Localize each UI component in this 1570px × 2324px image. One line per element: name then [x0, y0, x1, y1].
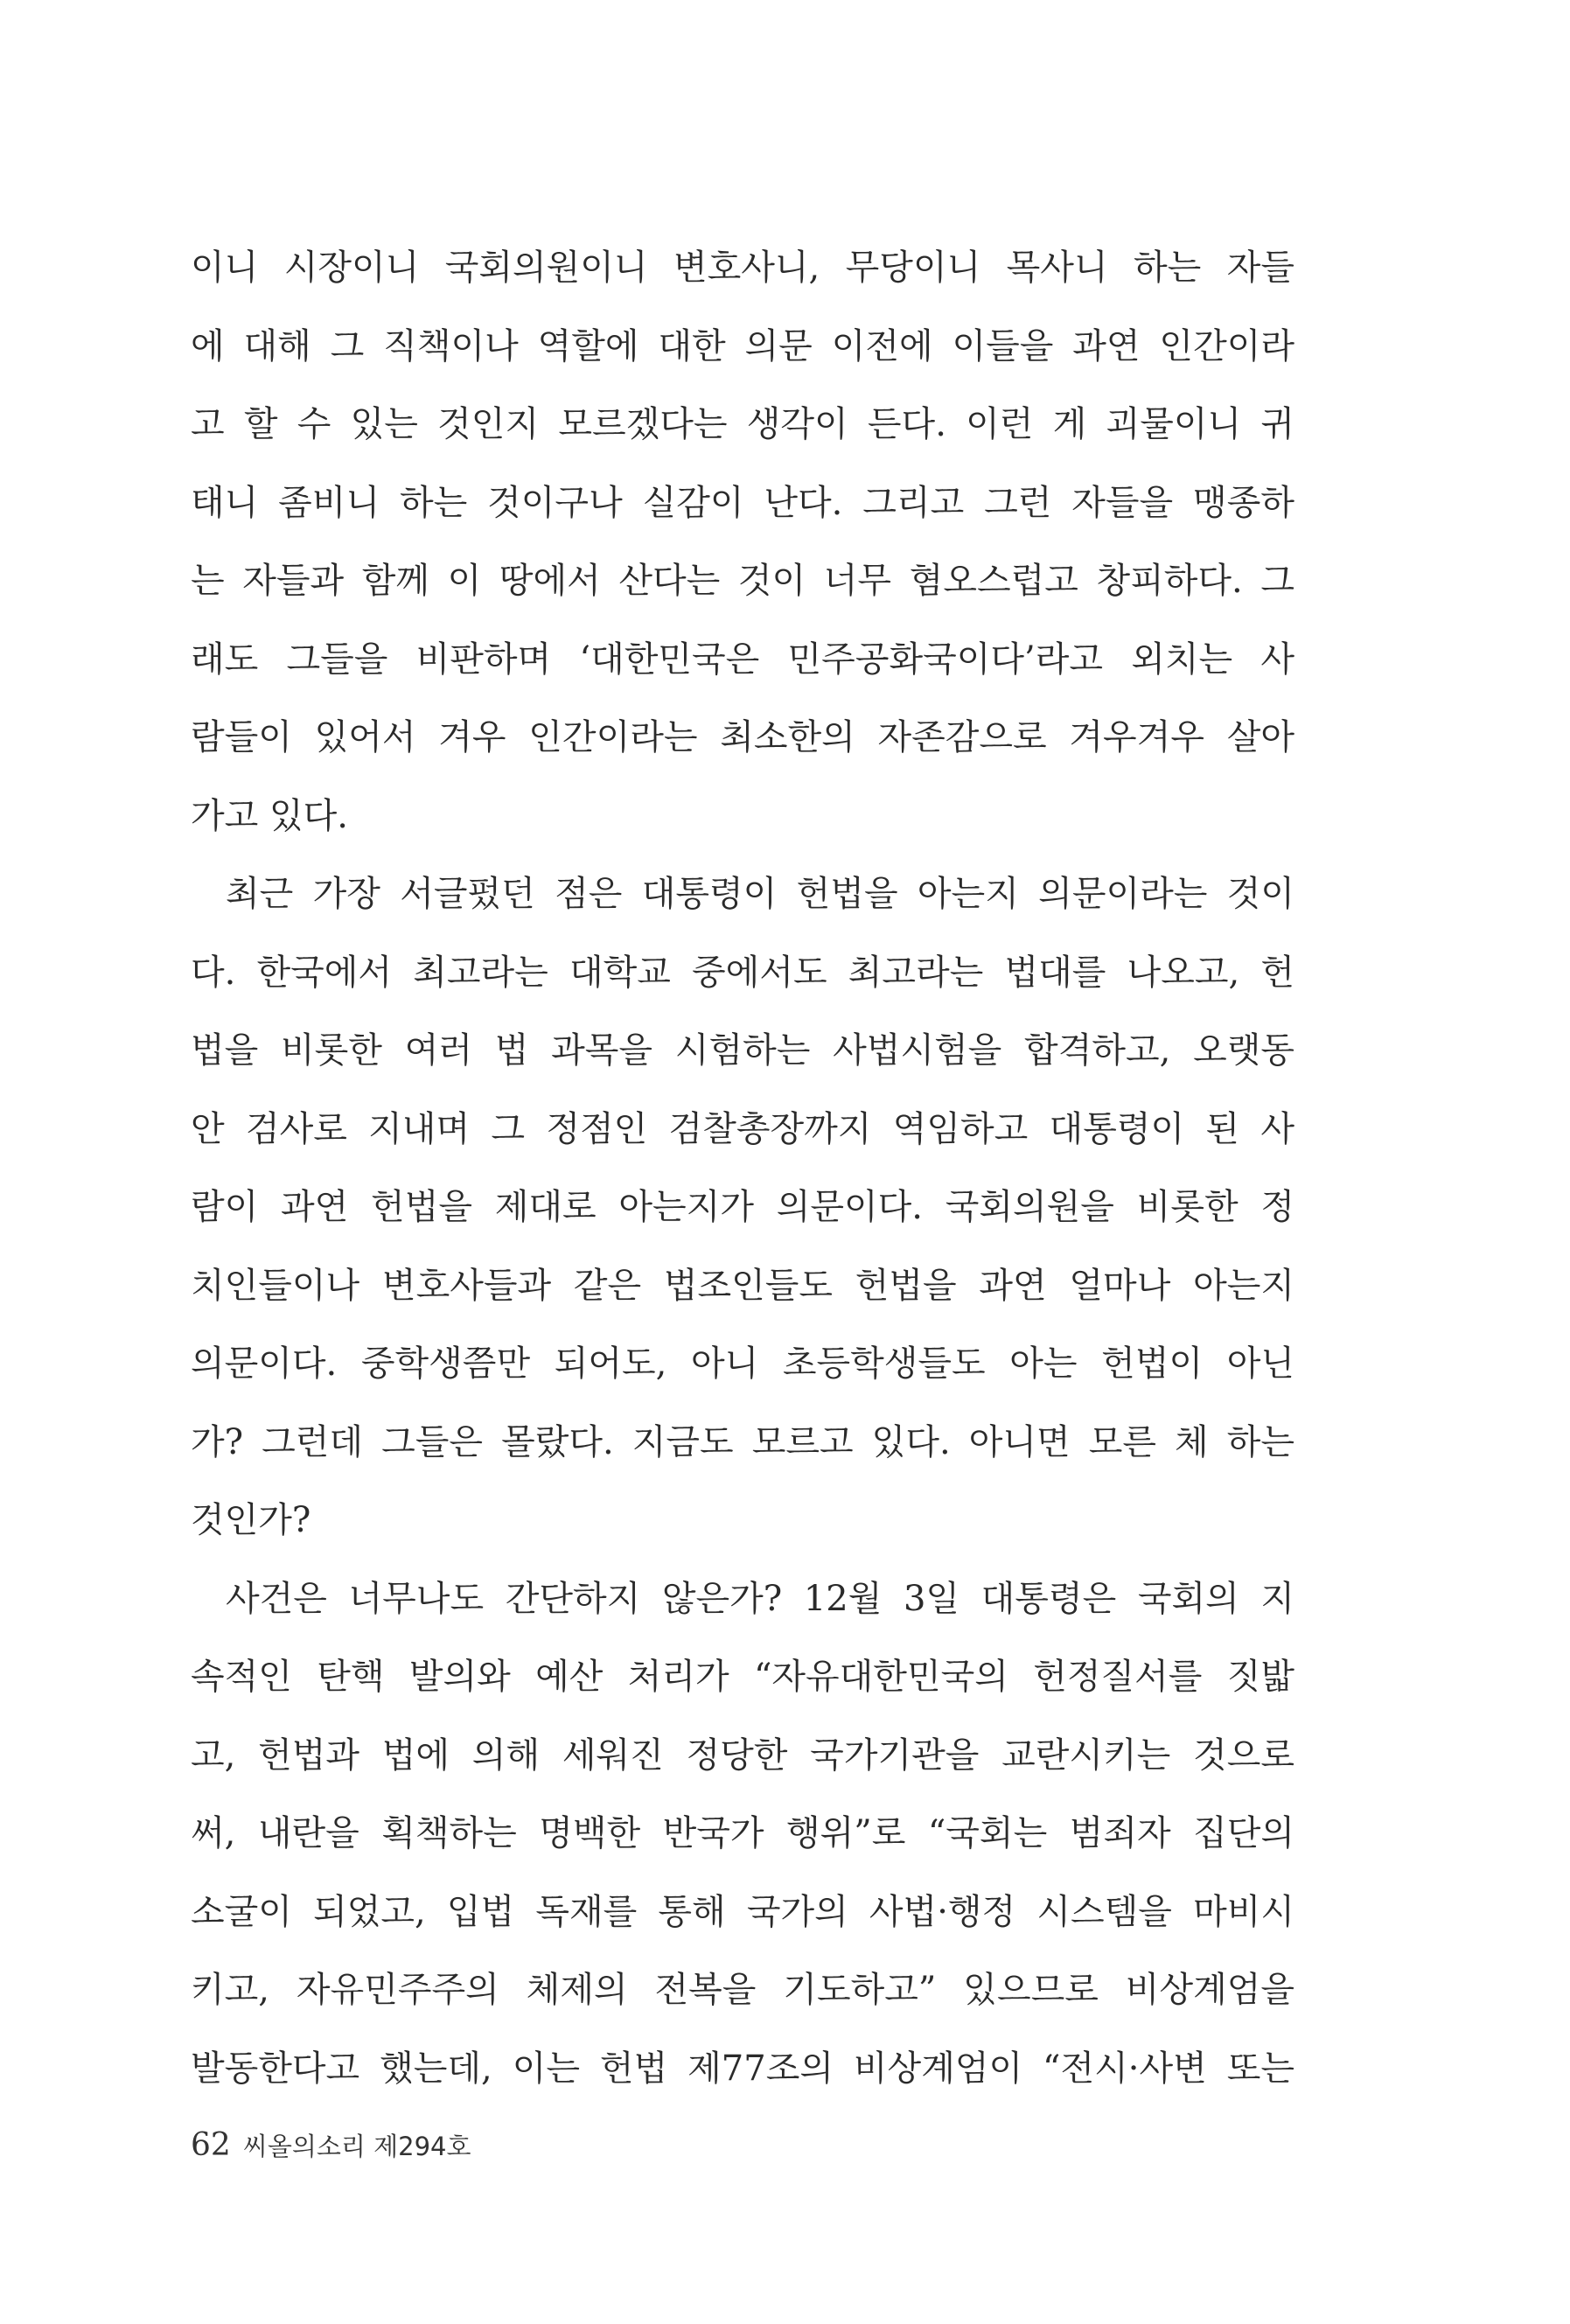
text-line: 람이 과연 헌법을 제대로 아는지가 의문이다. 국회의원을 비롯한 정 [191, 1187, 1294, 1227]
text-line: 안 검사로 지내며 그 정점인 검찰총장까지 역임하고 대통령이 된 사 [191, 1108, 1294, 1149]
body-text [191, 229, 1294, 2108]
text-line: 는 자들과 함께 이 땅에서 산다는 것이 너무 혐오스럽고 창피하다. 그 [191, 561, 1294, 601]
text-line: 것인가? [191, 1500, 311, 1540]
paragraph-first-line: 최근 가장 서글펐던 점은 대통령이 헌법을 아는지 의문이라는 것이 [226, 874, 1294, 914]
text-line: 써, 내란을 획책하는 명백한 반국가 행위”로 “국회는 범죄자 집단의 [191, 1813, 1294, 1853]
text-line: 래도 그들을 비판하며 ‘대한민국은 민주공화국이다’라고 외치는 사 [191, 639, 1294, 680]
text-line: 고, 헌법과 법에 의해 세워진 정당한 국가기관을 교란시키는 것으로 [191, 1734, 1294, 1776]
text-line: 다. 한국에서 최고라는 대학교 중에서도 최고라는 법대를 나오고, 헌 [191, 952, 1294, 993]
text-line: 가고 있다. [191, 795, 348, 836]
journal-title: 씨올의소리 제294호 [242, 2132, 471, 2161]
text-line: 태니 좀비니 하는 것이구나 실감이 난다. 그리고 그런 자들을 맹종하 [191, 482, 1294, 523]
text-line: 키고, 자유민주주의 체제의 전복을 기도하고” 있으므로 비상계엄을 [191, 1970, 1294, 2010]
text-line: 람들이 있어서 겨우 인간이라는 최소한의 자존감으로 겨우겨우 살아 [191, 717, 1294, 757]
text-line: 치인들이나 변호사들과 같은 법조인들도 헌법을 과연 얼마나 아는지 [191, 1265, 1294, 1306]
text-line: 가? 그런데 그들은 몰랐다. 지금도 모르고 있다. 아니면 모른 체 하는 [191, 1421, 1294, 1462]
text-line: 에 대해 그 직책이나 역할에 대한 의문 이전에 이들을 과연 인간이라 [191, 325, 1294, 366]
text-line: 소굴이 되었고, 입법 독재를 통해 국가의 사법·행정 시스템을 마비시 [191, 1891, 1294, 1932]
text-line: 고 할 수 있는 것인지 모르겠다는 생각이 든다. 이런 게 괴물이니 귀 [191, 404, 1294, 444]
text-line: 이니 시장이니 국회의원이니 변호사니, 무당이니 목사니 하는 자들 [191, 248, 1294, 288]
text-line: 발동한다고 했는데, 이는 헌법 제77조의 비상계엄이 “전시·사변 또는 [191, 2048, 1294, 2089]
page-number: 62 [191, 2127, 231, 2163]
text-line: 법을 비롯한 여러 법 과목을 시험하는 사법시험을 합격하고, 오랫동 [191, 1030, 1294, 1071]
paragraph-first-line: 사건은 너무나도 간단하지 않은가? 12월 3일 대통령은 국회의 지 [226, 1578, 1294, 1619]
text-line: 의문이다. 중학생쯤만 되어도, 아니 초등학생들도 아는 헌법이 아닌 [191, 1343, 1294, 1384]
text-line: 속적인 탄핵 발의와 예산 처리가 “자유대한민국의 헌정질서를 짓밟 [191, 1657, 1294, 1697]
page-footer [191, 2121, 471, 2170]
